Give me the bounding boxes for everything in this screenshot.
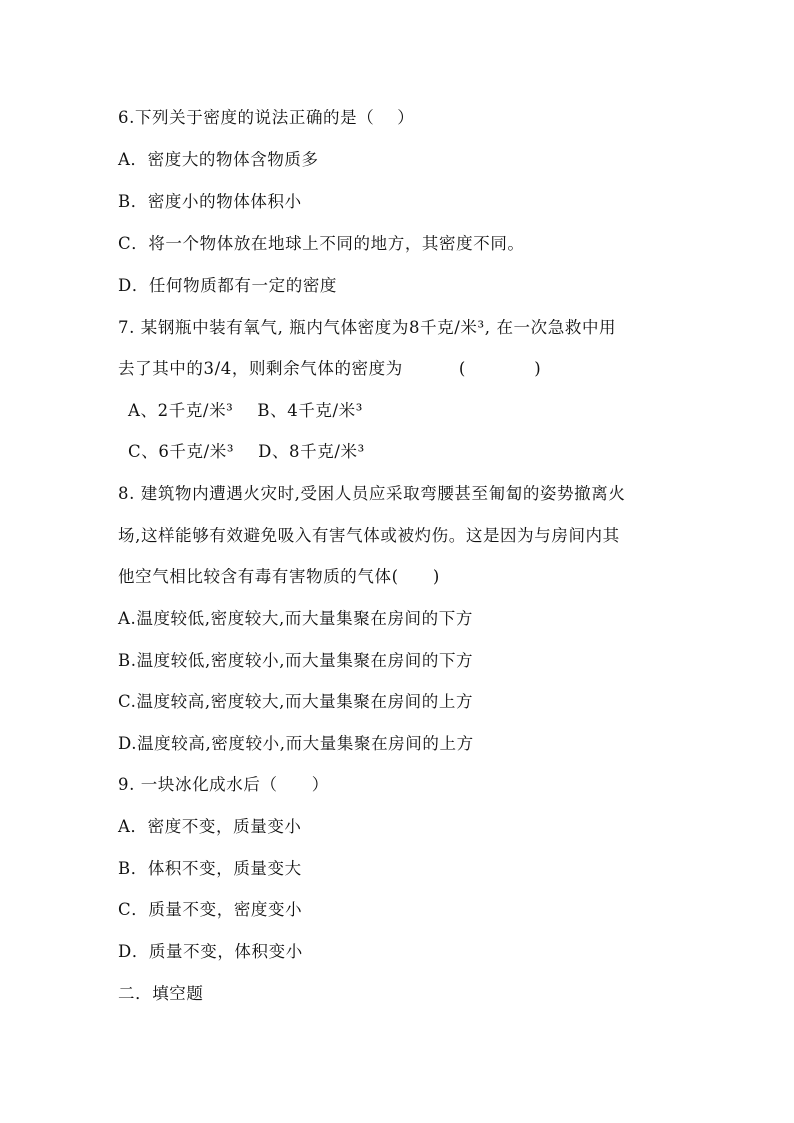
question-6-option-d: D．任何物质都有一定的密度	[118, 276, 338, 295]
question-9-option-c: C．质量不变，密度变小	[118, 900, 303, 919]
section-heading: 二．填空题	[118, 984, 204, 1003]
question-9-option-d: D．质量不变，体积变小	[118, 942, 303, 961]
question-9-option-a: A．密度不变，质量变小	[118, 817, 302, 836]
question-7-option-a: A、2千克/米³	[128, 401, 234, 420]
question-7-stem-line-2	[118, 359, 541, 379]
question-8-stem-line-3: 他空气相比较含有毒有害物质的气体( )	[118, 567, 440, 586]
question-9-option-b: B．体积不变，质量变大	[118, 859, 302, 878]
question-7-options-row-2	[128, 442, 365, 462]
question-6-option-c: C．将一个物体放在地球上不同的地方，其密度不同。	[118, 234, 525, 253]
question-8-stem-line-2: 场,这样能够有效避免吸入有害气体或被灼伤。这是因为与房间内其	[118, 526, 620, 545]
question-8-option-d: D.温度较高,密度较小,而大量集聚在房间的上方	[118, 734, 474, 753]
question-7-option-d: D、8千克/米³	[258, 442, 365, 461]
question-7-option-c: C、6千克/米³	[128, 442, 235, 461]
question-8-option-b: B.温度较低,密度较小,而大量集聚在房间的下方	[118, 651, 474, 670]
question-7-stem-line-1: 7. 某钢瓶中装有氧气, 瓶内气体密度为8千克/米³, 在一次急救中用	[118, 318, 617, 337]
question-7-answer-paren: ( )	[458, 359, 542, 378]
question-6-stem: 6.下列关于密度的说法正确的是（ ）	[118, 108, 415, 127]
question-6-option-a: A．密度大的物体含物质多	[118, 150, 319, 169]
question-8-option-a: A.温度较低,密度较大,而大量集聚在房间的下方	[118, 609, 473, 628]
question-9-stem: 9. 一块冰化成水后（ ）	[118, 775, 329, 794]
question-8-stem-line-1: 8. 建筑物内遭遇火灾时,受困人员应采取弯腰甚至匍匐的姿势撤离火	[118, 484, 626, 503]
question-8-option-c: C.温度较高,密度较大,而大量集聚在房间的上方	[118, 692, 474, 711]
question-7-stem-text: 去了其中的3/4，则剩余气体的密度为	[118, 359, 403, 378]
question-6-option-b: B．密度小的物体体积小	[118, 192, 302, 211]
question-7-options-row-1	[128, 401, 363, 421]
question-7-option-b: B、4千克/米³	[257, 401, 363, 420]
